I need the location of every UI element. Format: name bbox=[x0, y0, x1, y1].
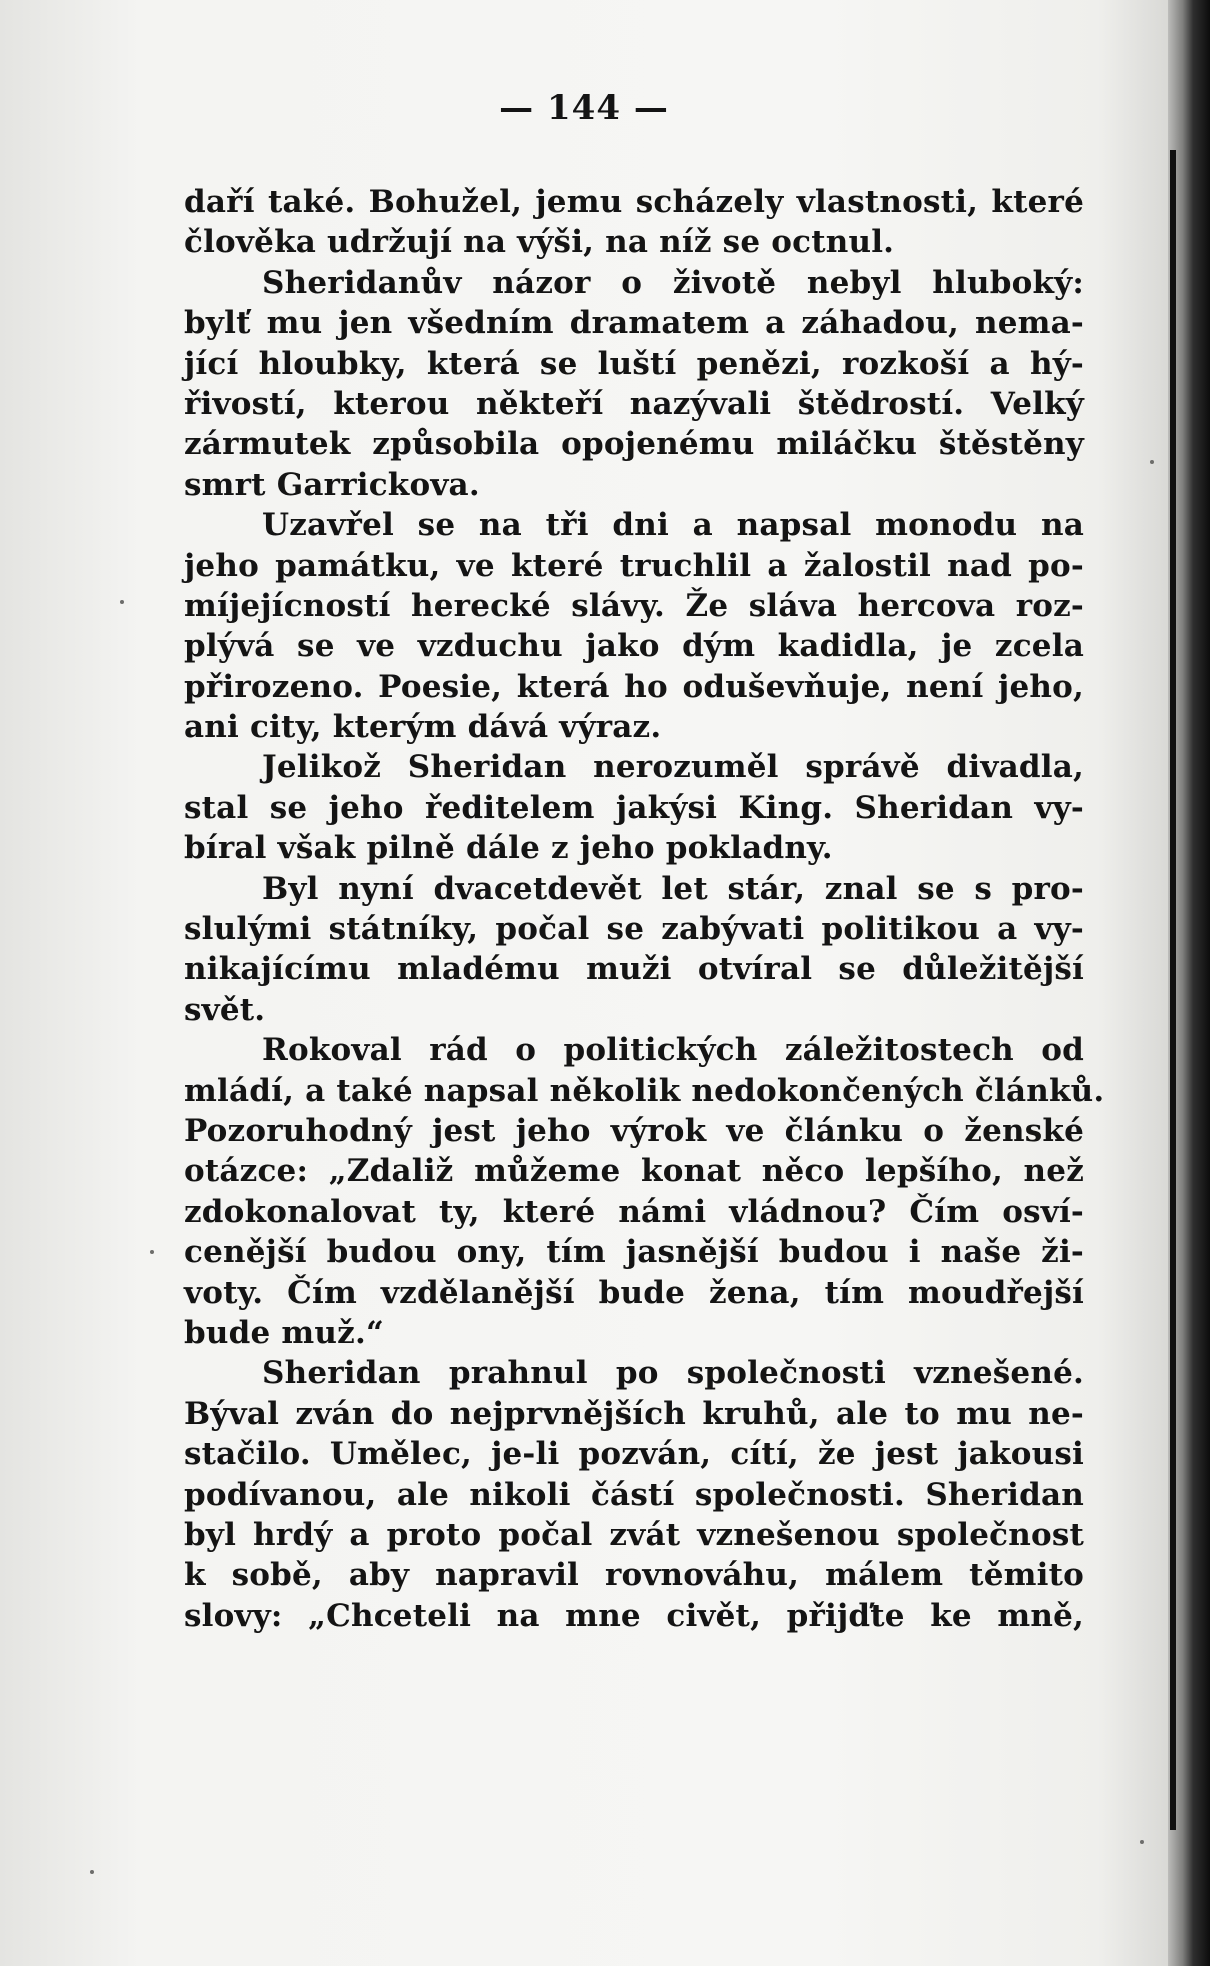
text-line: smrt Garrickova. bbox=[184, 466, 480, 503]
binding-shadow-line bbox=[1170, 150, 1176, 1830]
text-line: ani city, kterým dává výraz. bbox=[184, 709, 662, 746]
text-line: zdokonalovat ty, které námi vládnou? Čím osví- bbox=[184, 1193, 1084, 1230]
text-line: bude muž.“ bbox=[184, 1314, 384, 1351]
text-line: míjejícností herecké slávy. Že sláva hercova roz- bbox=[184, 587, 1084, 624]
text-line: slovy: „Chceteli na mne civět, přijďte ke mně, bbox=[184, 1597, 1084, 1634]
paper-speck bbox=[1150, 460, 1154, 464]
text-line: zármutek způsobila opojenému miláčku štěstěny bbox=[184, 426, 1084, 463]
paper-speck bbox=[150, 1250, 154, 1254]
page-number: — 144 — bbox=[499, 88, 669, 128]
text-line: k sobě, aby napravil rovnováhu, málem těmito bbox=[184, 1557, 1084, 1594]
text-line: Uzavřel se na tři dni a napsal monodu na bbox=[262, 507, 1084, 544]
body-text bbox=[184, 182, 1105, 1636]
text-line: Rokoval rád o politických záležitostech od bbox=[262, 1032, 1084, 1069]
text-line: Býval zván do nejprvnějších kruhů, ale to mu ne- bbox=[184, 1395, 1084, 1432]
text-line: svět. bbox=[184, 991, 266, 1028]
text-line: bíral však pilně dále z jeho pokladny. bbox=[184, 830, 833, 867]
text-line: otázce: „Zdaliž můžeme konat něco lepšího, než bbox=[184, 1153, 1084, 1190]
text-line: plývá se ve vzduchu jako dým kadidla, je zcela bbox=[184, 628, 1084, 665]
text-line: člověka udržují na výši, na níž se octnul. bbox=[184, 224, 895, 261]
text-line: byl hrdý a proto počal zvát vznešenou společnost bbox=[184, 1516, 1084, 1553]
text-line: cenější budou ony, tím jasnější budou i naše ži- bbox=[184, 1234, 1084, 1271]
text-line: Pozoruhodný jest jeho výrok ve článku o ženské bbox=[184, 1112, 1084, 1149]
text-line: Byl nyní dvacetdevět let stár, znal se s pro- bbox=[262, 870, 1084, 907]
text-line: stačilo. Umělec, je-li pozván, cítí, že jest jakousi bbox=[184, 1436, 1084, 1473]
text-line: mládí, a také napsal několik nedokončených článků. bbox=[184, 1072, 1105, 1109]
text-line: voty. Čím vzdělanější bude žena, tím moudřejší bbox=[184, 1274, 1084, 1311]
text-line: Sheridanův názor o životě nebyl hluboký: bbox=[262, 264, 1084, 301]
text-line: podívanou, ale nikoli částí společnosti. Sheridan bbox=[184, 1476, 1084, 1513]
text-line: jící hloubky, která se luští penězi, rozkoší a hý- bbox=[184, 345, 1084, 382]
text-line: stal se jeho ředitelem jakýsi King. Sheridan vy- bbox=[184, 789, 1084, 826]
text-line: nikajícímu mladému muži otvíral se důležitější bbox=[184, 951, 1084, 988]
paper-speck bbox=[90, 1870, 94, 1874]
text-line: bylť mu jen všedním dramatem a záhadou, nema- bbox=[184, 305, 1084, 342]
text-line: Sheridan prahnul po společnosti vznešené. bbox=[262, 1355, 1084, 1392]
paper-speck bbox=[1140, 1840, 1144, 1844]
paper-speck bbox=[120, 600, 124, 604]
text-line: řivostí, kterou někteří nazývali štědrostí. Velký bbox=[184, 385, 1084, 422]
text-line: slulými státníky, počal se zabývati politikou a vy- bbox=[184, 911, 1084, 948]
text-line: jeho památku, ve které truchlil a žalostil nad po- bbox=[184, 547, 1084, 584]
text-line: daří také. Bohužel, jemu scházely vlastnosti, které bbox=[184, 184, 1084, 220]
text-line: přirozeno. Poesie, která ho oduševňuje, není jeho, bbox=[184, 668, 1084, 705]
text-line: Jelikož Sheridan nerozuměl správě divadla, bbox=[262, 749, 1084, 786]
